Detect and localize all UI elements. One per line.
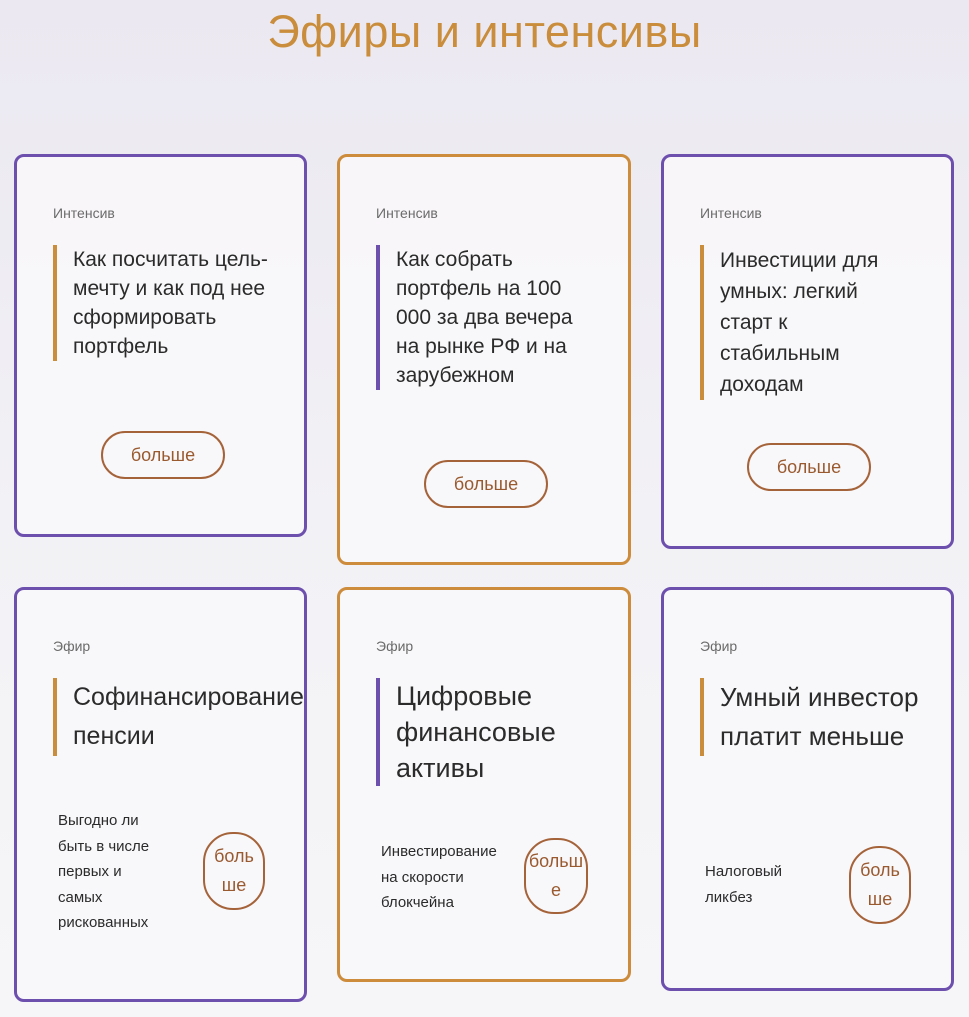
more-button[interactable]: больше [747,443,871,491]
page-title: Эфиры и интенсивы [267,6,702,57]
more-button[interactable]: больше [849,846,911,924]
more-button[interactable]: больше [101,431,225,479]
more-button[interactable]: больше [524,838,588,914]
card-tag: Эфир [700,638,738,654]
card-intensive-portfolio-100k [337,154,631,565]
card-tag: Интенсив [376,205,438,221]
card-tag: Интенсив [53,205,115,221]
card-intensive-goal-portfolio [14,154,307,537]
card-intensive-investments-smart [661,154,954,549]
card-title: Цифровые финансовые активы [376,678,596,786]
card-description: Инвестирование на скорости блокчейна [381,843,497,911]
card-tag: Эфир [53,638,91,654]
card-title: Как посчитать цель-мечту и как под нее сформировать портфель [53,245,273,361]
more-button[interactable]: больше [203,832,265,910]
card-description: Налоговый ликбез [705,863,783,906]
card-tag: Интенсив [700,205,762,221]
card-description: Выгодно ли быть в числе первых и самых рискованных [58,812,150,931]
card-broadcast-smart-investor [661,587,954,991]
card-title: Умный инвестор платит меньше [700,678,920,756]
card-tag: Эфир [376,638,414,654]
card-title: Инвестиции для умных: легкий старт к стабильным доходам [700,245,910,400]
card-broadcast-digital-assets [337,587,631,982]
card-title: Софинансирование пенсии [53,678,353,756]
more-button[interactable]: больше [424,460,548,508]
card-broadcast-pension [14,587,307,1002]
card-title: Как собрать портфель на 100 000 за два вечера на рынке РФ и на зарубежном [376,245,596,390]
